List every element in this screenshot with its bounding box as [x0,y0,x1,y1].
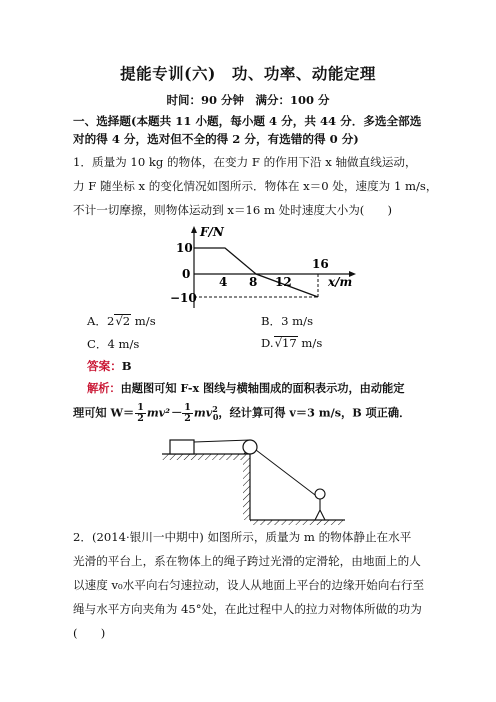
y-tick-10: 10 [176,241,193,255]
q1-line3: 不计一切摩擦，则物体运动到 x＝16 m 处时速度大小为( ) [73,203,393,217]
y-tick-minus10: −10 [170,291,197,305]
option-b[interactable]: B．3 m/s [261,314,314,328]
wall-hatch [243,460,250,520]
fraction-denominator: 2 [137,413,144,425]
sqrt-symbol: √17 [274,336,297,350]
q2-line1: 2．(2014·银川一中期中) 如图所示，质量为 m 的物体静止在水平 [73,530,412,544]
rope-horizontal [194,440,250,442]
explanation-text2c: mv [193,405,213,420]
superscript-2: 2 [212,404,218,414]
option-a-radicand: 2 [122,314,131,328]
explanation-text2b: mv²－ [146,405,182,420]
person-leg-left [315,510,320,520]
option-d[interactable] [261,336,322,350]
subscript-0: 0 [212,411,219,422]
q2-line2: 光滑的平台上，系在物体上的绳子跨过光滑的定滑轮，由地面上的人 [73,554,421,568]
explanation-text2d: ，经计算可得 v＝3 m/s，B 项正确． [218,405,411,420]
x-tick-12: 12 [275,275,292,289]
pulley-diagram [150,430,350,525]
answer-label: 答案： [87,359,122,373]
fraction-half-2 [182,403,193,424]
q2-line4: 绳与水平方向夹角为 45°处，在此过程中人的拉力对物体所做的功为 [73,602,422,616]
fraction-denominator: 2 [184,413,191,425]
option-a-unit: m/s [131,314,156,328]
section-heading-line1: 一、选择题(本题共 11 小题，每小题 4 分，共 44 分．多选全部选 [73,114,422,128]
explanation-line2 [73,402,433,424]
sqrt-symbol: √2 [115,314,131,328]
fraction-numerator: 1 [137,402,144,414]
pulley [243,440,257,454]
force-curve [194,248,318,297]
y-axis-label: F/N [200,225,224,239]
q2-line3: 以速度 v₀水平向右匀速拉动，设人从地面上平台的边缘开始向右行至 [73,578,425,592]
answer-value: B [121,359,132,373]
section-heading-line2: 对的得 4 分，选对但不全的得 2 分，有选错的得 0 分) [73,132,359,146]
fraction-half-1 [135,403,146,424]
q1-line1: 1．质量为 10 kg 的物体，在变力 F 的作用下沿 x 轴做直线运动， [73,155,417,169]
x-tick-16: 16 [312,257,329,271]
answer-line [87,358,132,374]
fraction-numerator: 1 [184,402,191,414]
y-tick-0: 0 [182,267,191,281]
q1-line2: 力 F 随坐标 x 的变化情况如图所示．物体在 x＝0 处，速度为 1 m/s， [73,179,438,193]
time-and-score: 时间：90 分钟 满分：100 分 [166,93,330,107]
option-d-unit: m/s [297,336,323,350]
option-c[interactable]: C．4 m/s [87,337,140,351]
explanation-text2a: 理可知 W＝ [73,405,135,420]
x-tick-4: 4 [219,275,228,289]
explanation-line1 [87,381,447,396]
force-position-graph [160,220,370,308]
y-axis-arrow [191,226,197,233]
x-tick-8: 8 [249,275,258,289]
option-a-prefix: A．2 [87,314,115,328]
option-a[interactable] [87,313,156,329]
x-axis-label: x/m [328,275,353,289]
ground-hatch [250,520,345,525]
option-d-prefix: D. [261,336,274,350]
rope-slanted [256,450,319,498]
person-leg-right [320,510,325,520]
explanation-text1: 由题图可知 F-x 图线与横轴围成的面积表示功，由动能定 [120,381,405,395]
page-title: 提能专训(六) 功、功率、动能定理 [120,64,376,83]
person-head [315,489,325,499]
q2-line5: ( ) [73,626,106,640]
explanation-label: 解析： [87,381,121,395]
option-d-radicand: 17 [281,336,297,350]
block-mass [170,440,194,454]
platform-hatch [162,454,250,460]
